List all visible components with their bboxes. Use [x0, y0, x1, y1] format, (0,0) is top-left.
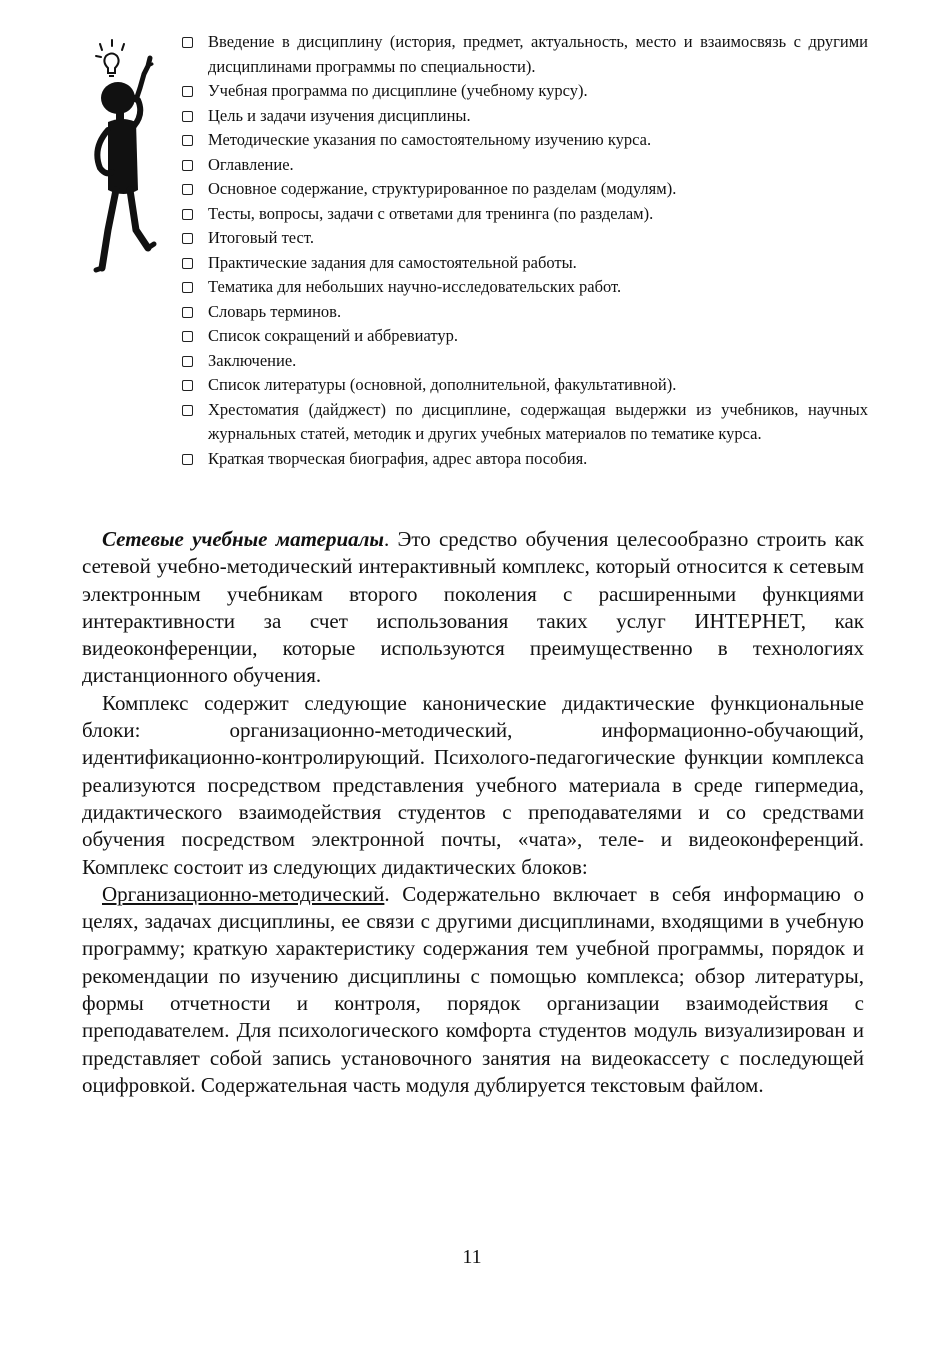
paragraph-complex-blocks	[82, 690, 864, 881]
paragraph-text: . Содержательно включает в себя информацию о целях, задачах дисциплины, ее связи с другими дисциплинами, входящими в учебную программу; краткую характеристику содержания тем учебной программы, порядок и рекомендации по изучению дисциплины с помощью комплекса; обзор литературы, формы отчетности и контроля, порядок организации взаимодействия с преподавателем. Для психологического комфорта студентов модуль визуализирован и представляет собой запись установочного занятия на видеокассету с последующей оцифровкой. Содержательная часть модуля дублируется текстовым файлом.	[82, 881, 864, 1097]
paragraph-organizational-block	[82, 881, 864, 1099]
list-item	[178, 177, 868, 202]
list-item	[178, 373, 868, 398]
list-item	[178, 202, 868, 227]
list-item	[178, 30, 868, 79]
list-item	[178, 104, 868, 129]
list-item-text: Основное содержание, структурированное по разделам (модулям).	[208, 179, 677, 198]
thinking-figure-icon	[78, 30, 178, 280]
checkbox-icon	[182, 209, 193, 220]
paragraph-text: . Это средство обучения целесообразно строить как сетевой учебно-методический интерактивный комплекс, который относится к сетевым электронным учебникам второго поколения с расширенными функциями интерактивности за счет использования таких услуг ИНТЕРНЕТ, как видеоконференции, которые используются преимущественно в технологиях дистанционного обучения.	[82, 527, 864, 688]
list-item-text: Практические задания для самостоятельной работы.	[208, 252, 577, 272]
list-item	[178, 79, 868, 104]
checkbox-icon	[182, 233, 193, 244]
list-item-text: Хрестоматия (дайджест) по дисциплине, содержащая выдержки из учебников, научных журнальных статей, методик и других учебных материалов по тематике курса.	[208, 399, 868, 443]
list-item-text: Итоговый тест.	[208, 228, 314, 247]
checkbox-icon	[182, 331, 193, 342]
body-text	[82, 526, 864, 1099]
list-item	[178, 349, 868, 374]
list-item	[178, 398, 868, 447]
list-item-text: Тематика для небольших научно-исследовательских работ.	[208, 277, 622, 296]
paragraph-lead-term: Организационно-методический	[102, 881, 385, 906]
list-item	[178, 324, 868, 349]
list-item-text: Краткая творческая биография, адрес автора пособия.	[208, 448, 588, 468]
checkbox-icon	[182, 405, 193, 416]
checkbox-icon	[182, 258, 193, 269]
checkbox-icon	[182, 356, 193, 367]
list-item	[178, 447, 868, 472]
list-item	[178, 251, 868, 276]
checkbox-icon	[182, 184, 193, 195]
paragraph-network-materials	[82, 526, 864, 690]
list-item-text: Введение в дисциплину (история, предмет, актуальность, место и взаимосвязь с другими дисциплинами программы по специальности).	[208, 32, 868, 76]
checkbox-icon	[182, 86, 193, 97]
list-item-text: Учебная программа по дисциплине (учебному курсу).	[208, 81, 588, 100]
list-item-text: Методические указания по самостоятельному изучению курса.	[208, 130, 652, 149]
checkbox-icon	[182, 307, 193, 318]
list-item-text: Цель и задачи изучения дисциплины.	[208, 105, 471, 125]
list-item	[178, 128, 868, 153]
checkbox-icon	[182, 454, 193, 465]
checkbox-icon	[182, 380, 193, 391]
checkbox-icon	[182, 111, 193, 122]
list-item-text: Словарь терминов.	[208, 301, 342, 321]
list-item-text: Тесты, вопросы, задачи с ответами для тренинга (по разделам).	[208, 203, 654, 223]
list-item-text: Список литературы (основной, дополнительной, факультативной).	[208, 375, 677, 394]
checkbox-icon	[182, 160, 193, 171]
list-item-text: Список сокращений и аббревиатур.	[208, 326, 458, 345]
list-item	[178, 226, 868, 251]
checkbox-icon	[182, 135, 193, 146]
contents-checklist	[178, 30, 868, 471]
checkbox-icon	[182, 282, 193, 293]
list-item	[178, 275, 868, 300]
list-item	[178, 153, 868, 178]
list-item-text: Заключение.	[208, 350, 297, 370]
list-item-text: Оглавление.	[208, 154, 294, 174]
paragraph-lead-term: Сетевые учебные материалы	[102, 527, 385, 551]
checkbox-icon	[182, 37, 193, 48]
page-number: 11	[462, 1246, 482, 1268]
paragraph-text: Комплекс содержит следующие канонические дидактические функциональные блоки: организационно-методический, информационно-обучающий, идентификационно-контролирующий. Психолого-педагогические функции комплекса реализуются посредством представления учебного материала в среде гипермедиа, дидактического взаимодействия студентов с преподавателями и со средствами обучения посредством электронной почты, «чата», теле- и видеоконференций. Комплекс состоит из следующих дидактических блоков:	[82, 690, 864, 879]
list-item	[178, 300, 868, 325]
